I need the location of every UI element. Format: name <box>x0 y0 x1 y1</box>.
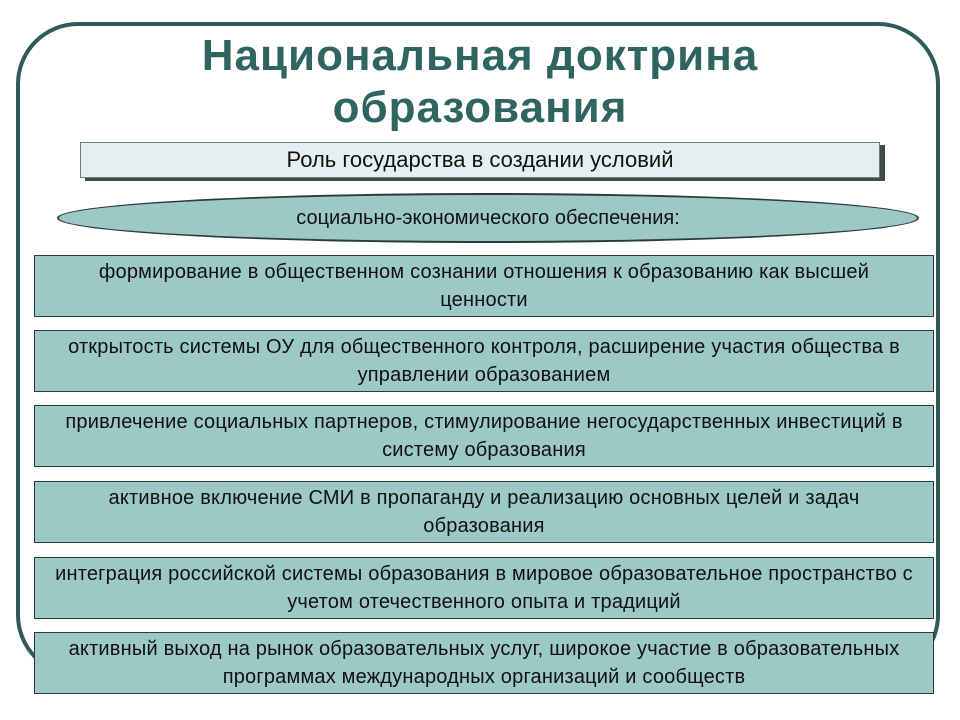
slide-title: Национальная доктрина образования <box>201 31 759 132</box>
list-item: интеграция российской системы образования в мировое образовательное пространство с учетом отечественного опыта и традиций <box>34 557 934 619</box>
list-item: активный выход на рынок образовательных услуг, широкое участие в образовательных программах международных организаций и сообществ <box>34 632 934 694</box>
subtitle-box: Роль государства в создании условий <box>80 142 880 178</box>
list-item: формирование в общественном сознании отношения к образованию как высшей ценности <box>34 255 934 317</box>
list-item: привлечение социальных партнеров, стимулирование негосударственных инвестиций в систему образования <box>34 405 934 467</box>
ellipse-label: социально-экономического обеспечения: <box>57 193 919 243</box>
list-item: активное включение СМИ в пропаганду и реализацию основных целей и задач образования <box>34 481 934 543</box>
list-item: открытость системы ОУ для общественного контроля, расширение участия общества в управлении образованием <box>34 330 934 392</box>
